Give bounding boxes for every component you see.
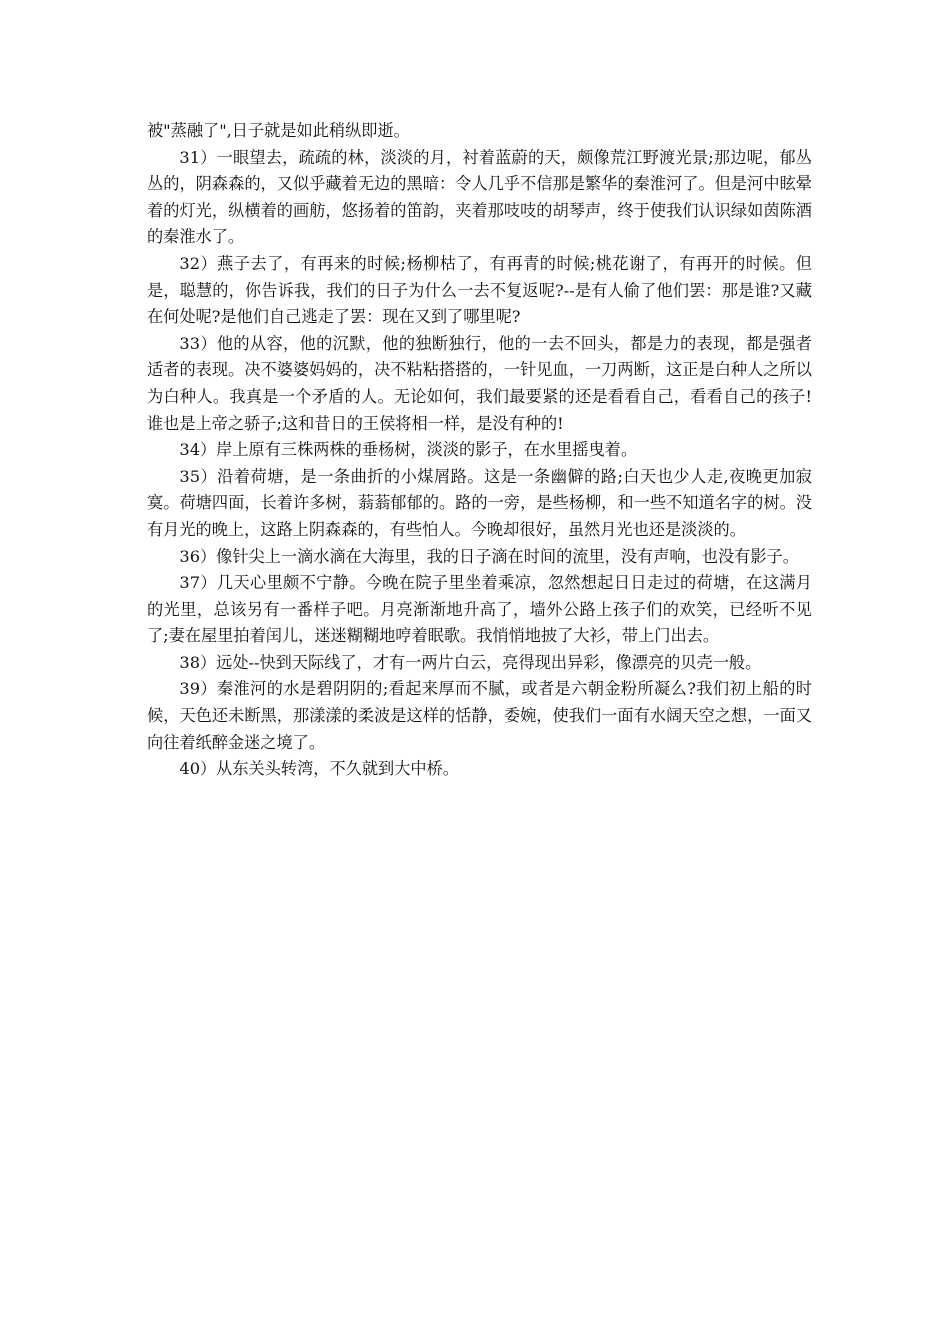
paragraph-39: 39）秦淮河的水是碧阴阴的;看起来厚而不腻，或者是六朝金粉所凝么?我们初上船的时候，天色还未断黑，那漾漾的柔波是这样的恬静，委婉，使我们一面有水阔天空之想，一面又向往着纸醉金迷之境了。	[147, 679, 812, 752]
paragraph-35: 35）沿着荷塘，是一条曲折的小煤屑路。这是一条幽僻的路;白天也少人走,夜晚更加寂寞。荷塘四面，长着许多树，蓊蓊郁郁的。路的一旁，是些杨柳，和一些不知道名字的树。没有月光的晚上，这路上阴森森的，有些怕人。今晚却很好，虽然月光也还是淡淡的。	[147, 466, 812, 539]
paragraph-31: 31）一眼望去，疏疏的林，淡淡的月，衬着蓝蔚的天，颇像荒江野渡光景;那边呢，郁丛丛的，阴森森的，又似乎藏着无边的黑暗：令人几乎不信那是繁华的秦淮河了。但是河中眩晕着的灯光，纵横着的画舫，悠扬着的笛韵，夹着那吱吱的胡琴声，终于使我们认识绿如茵陈酒的秦淮水了。	[147, 147, 812, 247]
paragraph-34: 34）岸上原有三株两株的垂杨树，淡淡的影子，在水里摇曳着。	[179, 440, 638, 460]
paragraph-37: 37）几天心里颇不宁静。今晚在院子里坐着乘凉，忽然想起日日走过的荷塘，在这满月的光里，总该另有一番样子吧。月亮渐渐地升高了，墙外公路上孩子们的欢笑，已经听不见了;妻在屋里拍着闰儿，迷迷糊糊地哼着眠歌。我悄悄地披了大衫，带上门出去。	[147, 573, 812, 646]
paragraph-38: 38）远处--快到天际线了，才有一两片白云，亮得现出异彩，像漂亮的贝壳一般。	[179, 652, 762, 672]
paragraph-40: 40）从东关头转湾，不久就到大中桥。	[179, 759, 459, 779]
paragraph-36: 36）像针尖上一滴水滴在大海里，我的日子滴在时间的流里，没有声响，也没有影子。	[179, 546, 799, 566]
paragraph-continuation: 被"蒸融了",日子就是如此稍纵即逝。	[147, 121, 410, 140]
document-body	[147, 118, 812, 783]
paragraph-33: 33）他的从容，他的沉默，他的独断独行，他的一去不回头，都是力的表现，都是强者适者的表现。决不婆婆妈妈的，决不粘粘搭搭的，一针见血，一刀两断，这正是白种人之所以为白种人。我真是一个矛盾的人。无论如何，我们最要紧的还是看看自己，看看自己的孩子!谁也是上帝之骄子;这和昔日的王侯将相一样，是没有种的!	[147, 333, 812, 433]
paragraph-32: 32）燕子去了，有再来的时候;杨柳枯了，有再青的时候;桃花谢了，有再开的时候。但是，聪慧的，你告诉我，我们的日子为什么一去不复返呢?--是有人偷了他们罢：那是谁?又藏在何处呢?是他们自己逃走了罢：现在又到了哪里呢?	[147, 253, 812, 327]
